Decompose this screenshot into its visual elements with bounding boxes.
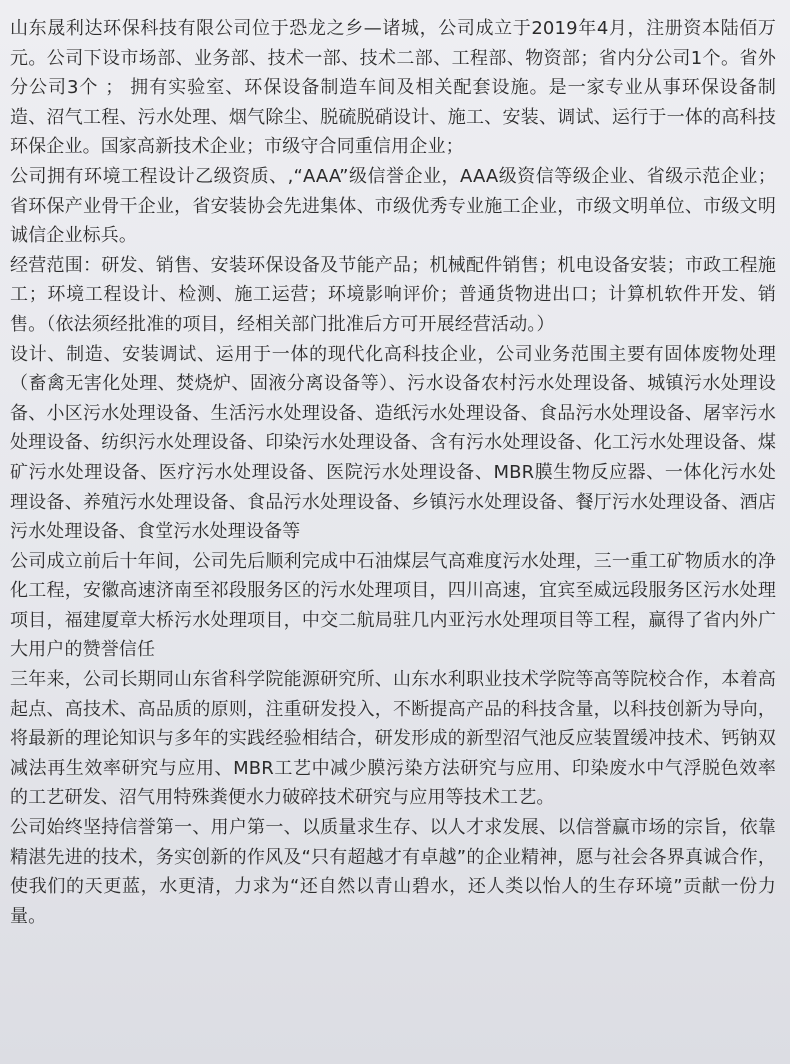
research-paragraph: 三年来，公司长期同山东省科学院能源研究所、山东水利职业技术学院等高等院校合作，本着高起点、高技术、高品质的原则，注重研发投入，不断提高产品的科技含量，以科技创新为导向，将最新的理论知识与多年的实践经验相结合，研发形成的新型沼气池反应装置缓冲技术、钙钠双减法再生效率研究与应用、MBR工艺中减少膜污染方法研究与应用、印染废水中气浮脱色效率的工艺研发、沼气用特殊粪便水力破碎技术研究与应用等技术工艺。 [10, 669, 776, 809]
mission-paragraph: 公司始终坚持信誉第一、用户第一、以质量求生存、以人才求发展、以信誉赢市场的宗旨，依靠精湛先进的技术，务实创新的作风及“只有超越才有卓越”的企业精神，愿与社会各界真诚合作，使我们的天更蓝，水更清，力求为“还自然以青山碧水，还人类以怡人的生存环境”贡献一份力量。 [10, 817, 776, 927]
intro-paragraph: 山东晟利达环保科技有限公司位于恐龙之乡—诸城，公司成立于2019年4月，注册资本陆佰万元。公司下设市场部、业务部、技术一部、技术二部、工程部、物资部；省内分公司1个。省外分公司3个 ； 拥有实验室、环保设备制造车间及相关配套设施。是一家专业从事环保设备制造、沼气工程、污水处理、烟气除尘、脱硫脱硝设计、施工、安装、调试、运行于一体的高科技环保企业。国家高新技术企业；市级守合同重信用企业； [10, 18, 776, 158]
projects-paragraph: 公司成立前后十年间，公司先后顺利完成中石油煤层气高难度污水处理，三一重工矿物质水的净化工程，安徽高速济南至祁段服务区的污水处理项目，四川高速，宜宾至威远段服务区污水处理项目，福建厦章大桥污水处理项目，中交二航局驻几内亚污水处理项目等工程，赢得了省内外广大用户的赞誉信任 [10, 550, 776, 661]
qualifications-paragraph: 公司拥有环境工程设计乙级资质、,“AAA”级信誉企业，AAA级资信等级企业、省级示范企业；省环保产业骨干企业，省安装协会先进集体、市级优秀专业施工企业，市级文明单位、市级文明诚信企业标兵。 [10, 165, 776, 247]
products-paragraph: 设计、制造、安装调试、运用于一体的现代化高科技企业，公司业务范围主要有固体废物处理（畜禽无害化处理、焚烧炉、固液分离设备等）、污水设备农村污水处理设备、城镇污水处理设备、小区污水处理设备、生活污水处理设备、造纸污水处理设备、食品污水处理设备、屠宰污水处理设备、纺织污水处理设备、印染污水处理设备、含有污水处理设备、化工污水处理设备、煤矿污水处理设备、医疗污水处理设备、医院污水处理设备、MBR膜生物反应器、一体化污水处理设备、养殖污水处理设备、食品污水处理设备、乡镇污水处理设备、餐厅污水处理设备、酒店污水处理设备、食堂污水处理设备等 [10, 343, 776, 543]
business-scope-paragraph: 经营范围：研发、销售、安装环保设备及节能产品；机械配件销售；机电设备安装；市政工程施工；环境工程设计、检测、施工运营；环境影响评价；普通货物进出口；计算机软件开发、销售。（依法须经批准的项目，经相关部门批准后方可开展经营活动。） [10, 254, 776, 335]
